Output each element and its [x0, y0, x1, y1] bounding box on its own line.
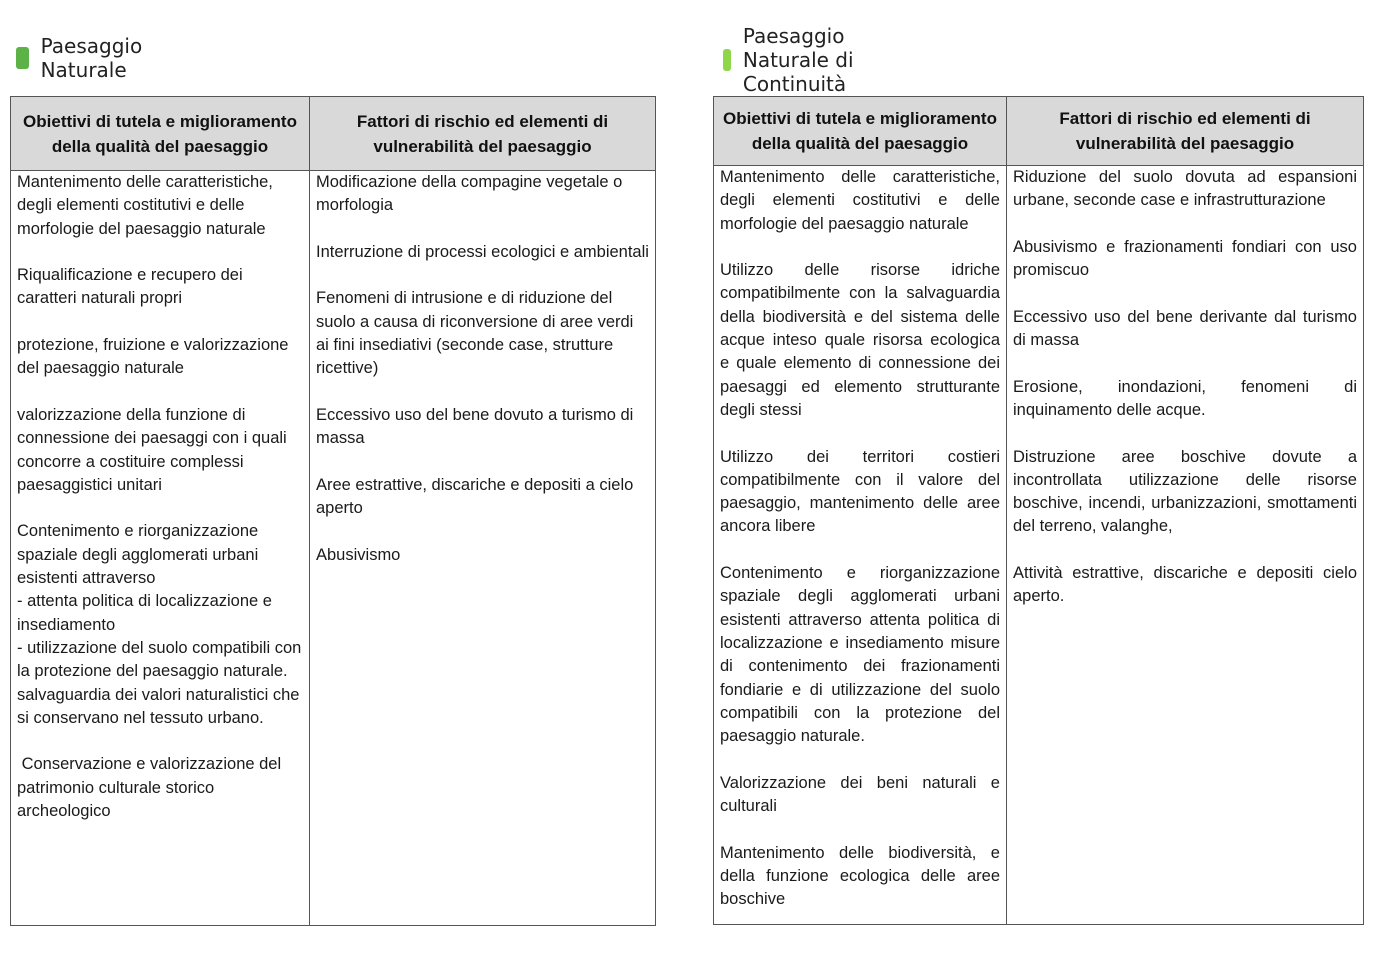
- left-legend-swatch: [16, 47, 29, 69]
- list-item: Utilizzo dei territori costieri compatibilmente con il valore del paesaggio, mantenimento delle aree ancora libere: [720, 447, 1000, 536]
- right-objectives-cell: [714, 166, 1007, 925]
- list-item: Mantenimento delle caratteristiche, degli elementi costitutivi e delle morfologie del paesaggio naturale: [720, 168, 1000, 233]
- right-risks-cell: [1007, 166, 1364, 925]
- right-table-body-row: [714, 166, 1364, 925]
- right-header-objectives: Obiettivi di tutela e miglioramento della qualità del paesaggio: [714, 97, 1007, 166]
- right-table-header-row: [714, 97, 1364, 166]
- list-item: Contenimento e riorganizzazione spaziale degli agglomerati urbani esistenti attraverso attenta politica di localizzazione e insediamento misure di contenimento dei frazionamenti fondiarie e di utilizzazione del suolo compatibili con la protezione del paesaggio naturale.: [720, 564, 1000, 746]
- list-item: Mantenimento delle biodiversità, e della funzione ecologica delle aree boschive: [720, 843, 1000, 909]
- right-panel-title-text: Paesaggio Naturale di Continuità: [742, 24, 854, 96]
- list-item: Abusivismo: [316, 545, 401, 564]
- left-header-objectives: Obiettivi di tutela e miglioramento della qualità del paesaggio: [11, 97, 310, 171]
- left-risks-cell: [310, 171, 656, 926]
- list-item: Abusivismo e frazionamenti fondiari con uso promiscuo: [1013, 237, 1357, 280]
- list-item: Distruzione aree boschive dovute a incontrollata utilizzazione delle risorse boschive, incendi, urbanizzazioni, smottamenti del terreno, valanghe,: [1013, 447, 1357, 536]
- list-item: Fenomeni di intrusione e di riduzione del suolo a causa di riconversione di aree verdi ai fini insediativi (seconde case, strutture ricettive): [316, 289, 634, 378]
- list-item: Mantenimento delle caratteristiche, degli elementi costitutivi e delle morfologie del paesaggio naturale: [17, 173, 273, 238]
- list-item: valorizzazione della funzione di connessione dei paesaggi con i quali concorre a costituire complessi paesaggistici unitari: [17, 405, 287, 494]
- left-table: [10, 96, 656, 926]
- list-item: Riqualificazione e recupero dei caratteri naturali propri: [17, 266, 243, 308]
- list-item: Utilizzo delle risorse idriche compatibilmente con la salvaguardia della biodiversità e del sistema delle acque inteso quale risorsa ecologica e quale elemento di connessione dei paesaggi ed elemento strutturante degli stessi: [720, 261, 1000, 419]
- left-panel-title-text: Paesaggio Naturale: [40, 34, 143, 82]
- list-item: Riduzione del suolo dovuta ad espansioni urbane, seconde case e infrastrutturazione: [1013, 168, 1357, 210]
- left-objectives-cell: [11, 171, 310, 926]
- left-table-header-row: [11, 97, 656, 171]
- list-item: Valorizzazione dei beni naturali e culturali: [720, 773, 1000, 816]
- right-legend-swatch: [723, 49, 731, 71]
- list-item: Contenimento e riorganizzazione spaziale degli agglomerati urbani esistenti attraverso - attenta politica di localizzazione e insediamento - utilizzazione del suolo compatibili con la protezione del paesaggio naturale. salvaguardia dei valori naturalistici che si conservano nel tessuto urbano.: [17, 522, 302, 727]
- list-item: Eccessivo uso del bene derivante dal turismo di massa: [1013, 307, 1357, 350]
- list-item: protezione, fruizione e valorizzazione del paesaggio naturale: [17, 336, 289, 378]
- list-item: Interruzione di processi ecologici e ambientali: [316, 242, 649, 261]
- list-item: Eccessivo uso del bene dovuto a turismo di massa: [316, 405, 634, 448]
- list-item: Aree estrattive, discariche e depositi a cielo aperto: [316, 475, 634, 518]
- list-item: Erosione, inondazioni, fenomeni di inquinamento delle acque.: [1013, 377, 1357, 419]
- left-panel-title: [16, 34, 152, 82]
- right-panel-title: [723, 24, 860, 96]
- list-item: Modificazione della compagine vegetale o morfologia: [316, 173, 623, 215]
- left-table-body-row: [11, 171, 656, 926]
- list-item: Conservazione e valorizzazione del patrimonio culturale storico archeologico: [17, 755, 282, 821]
- right-header-risks: Fattori di rischio ed elementi di vulnerabilità del paesaggio: [1007, 97, 1364, 166]
- left-header-risks: Fattori di rischio ed elementi di vulnerabilità del paesaggio: [310, 97, 656, 171]
- list-item: Attività estrattive, discariche e depositi cielo aperto.: [1013, 564, 1357, 606]
- right-table: [713, 96, 1364, 925]
